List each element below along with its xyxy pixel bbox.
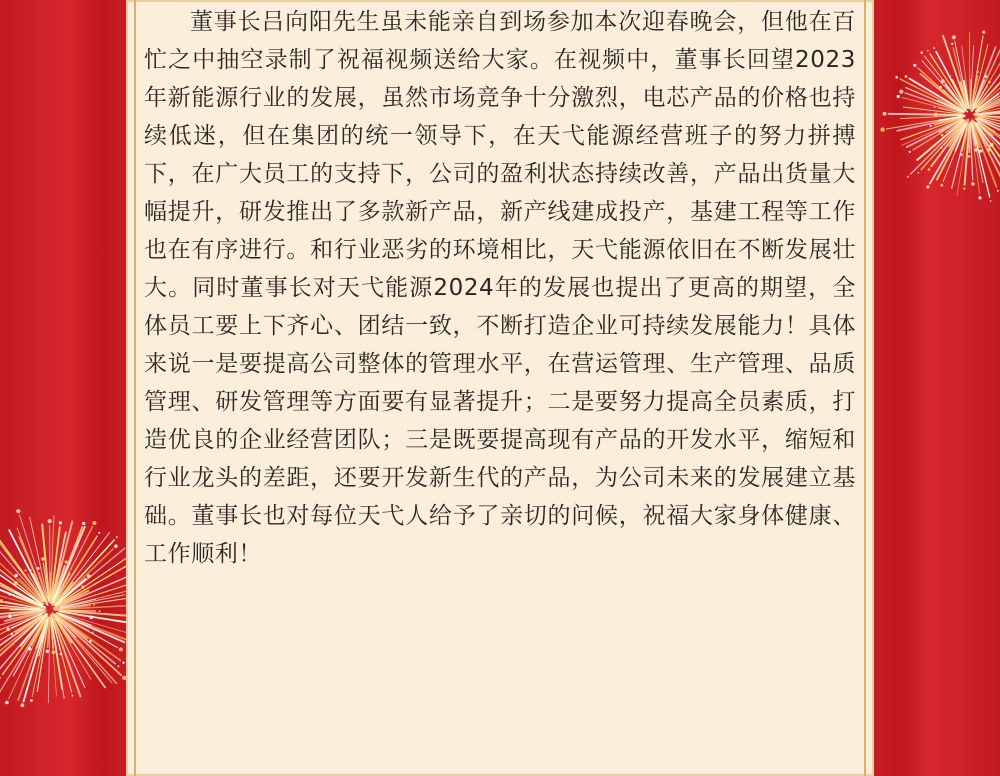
right-red-panel [874,0,1000,776]
article-paragraph: 董事长吕向阳先生虽未能亲自到场参加本次迎春晚会，但他在百忙之中抽空录制了祝福视频送给大家。在视频中，董事长回望2023年新能源行业的发展，虽然市场竞争十分激烈，电芯产品的价格也持续低迷，但在集团的统一领导下，在天弋能源经营班子的努力拼搏下，在广大员工的支持下，公司的盈利状态持续改善，产品出货量大幅提升，研发推出了多款新产品，新产线建成投产，基建工程等工作也在有序进行。和行业恶劣的环境相比，天弋能源依旧在不断发展壮大。同时董事长对天弋能源2024年的发展也提出了更高的期望，全体员工要上下齐心、团结一致，不断打造企业可持续发展能力！具体来说一是要提高公司整体的管理水平，在营运管理、生产管理、品质管理、研发管理等方面要有显著提升；二是要努力提高全员素质，打造优良的企业经营团队；三是既要提高现有产品的开发水平，缩短和行业龙头的差距，还要开发新生代的产品，为公司未来的发展建立基础。董事长也对每位天弋人给予了亲切的问候，祝福大家身体健康、工作顺利！ [144,9,856,567]
letter-paper [126,0,874,776]
left-red-panel [0,0,126,776]
